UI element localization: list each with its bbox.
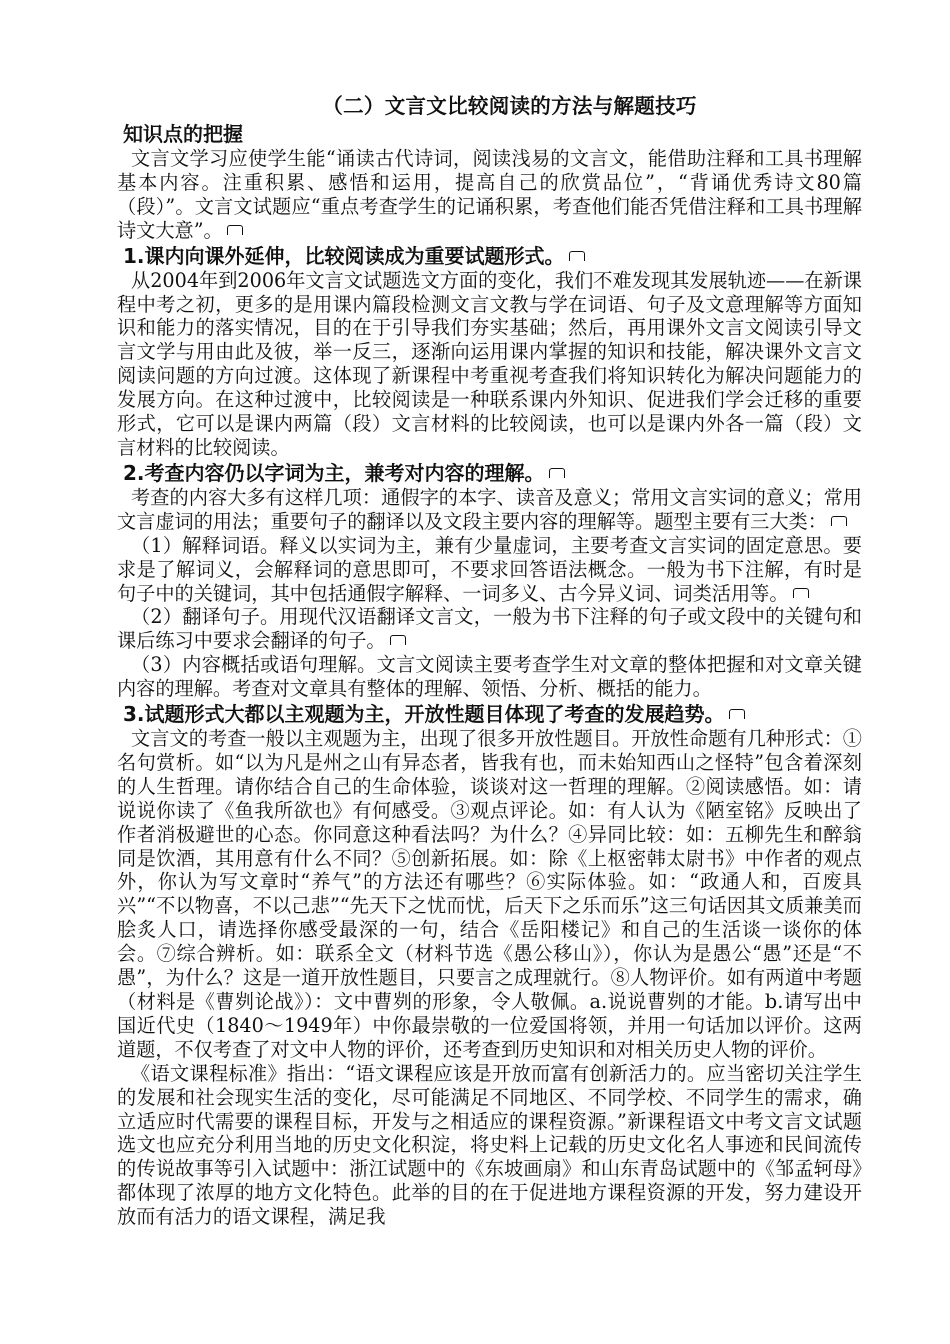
paragraph-mark-icon (227, 225, 243, 235)
paragraph-curriculum: 《语文课程标准》指出：“语文课程应该是开放而富有创新活力的。应当密切关注学生的发展和社会现实生活的变化，尽可能满足不同地区、不同学校、不同学生的需求，确立适应时代需要的课程目标，开发与之相适应的课程资源。”新课程语文中考文言文试题选文也应充分利用当地的历史文化积淀，将史料上记载的历史文化名人事迹和民间流传的传说故事等引入试题中：浙江试题中的《东坡画扇》和山东青岛试题中的《邹孟轲母》都体现了浓厚的地方文化特色。此举的目的在于促进地方课程资源的开发，努力建设开放而有活力的语文课程，满足我 (117, 1061, 862, 1229)
paragraph-mark-icon (569, 251, 585, 261)
subheading-2 (117, 460, 862, 486)
paragraph-content-text: 考查的内容大多有这样几项：通假字的本字、读音及意义；常用文言实词的意义；常用文言虚词的用法；重要句子的翻译以及文段主要内容的理解等。题型主要有三大类： (117, 485, 862, 533)
paragraph-item-1-text: （1）解释词语。释义以实词为主，兼有少量虚词，主要考查文言实词的固定意思。要求是了解词义，会解释词的意思即可，不要求回答语法概念。一般为书下注解，有时是句子中的关键词，其中包括通假字解释、一词多义、古今异义词、词类活用等。 (117, 533, 862, 605)
paragraph-trend: 从2004年到2006年文言文试题选文方面的变化，我们不难发现其发展轨迹——在新课程中考之初，更多的是用课内篇段检测文言文教与学在词语、句子及文意理解等方面知识和能力的落实情况，目的在于引导我们夯实基础；然后，再用课外文言文阅读引导文言文学与用由此及彼，举一反三，逐渐向运用课内掌握的知识和技能，解决课外文言文阅读问题的方向过渡。这体现了新课程中考重视考查我们将知识转化为解决问题能力的发展方向。在这种过渡中，比较阅读是一种联系课内外知识、促进我们学会迁移的重要形式，它可以是课内两篇（段）文言材料的比较阅读，也可以是课内外各一篇（段）文言材料的比较阅读。 (117, 268, 862, 459)
paragraph-item-1 (117, 534, 862, 606)
paragraph-item-2 (117, 605, 862, 653)
page-title: （二）文言文比较阅读的方法与解题技巧 (322, 94, 697, 118)
paragraph-mark-icon (793, 588, 809, 598)
paragraph-open-questions: 文言文的考查一般以主观题为主，出现了很多开放性题目。开放性命题有几种形式：①名句赏析。如“以为凡是州之山有异态者，皆我有也，而未始知西山之怪特”包含着深刻的人生哲理。请你结合自己的生命体验，谈谈对这一哲理的理解。②阅读感悟。如：请说说你读了《鱼我所欲也》有何感受。③观点评论。如：有人认为《陋室铭》反映出了作者消极避世的心态。你同意这种看法吗？为什么？④异同比较：如：五柳先生和醉翁同是饮酒，其用意有什么不同？⑤创新拓展。如：除《上枢密韩太尉书》中作者的观点外，你认为写文章时“养气”的方法还有哪些？⑥实际体验。如：“政通人和，百废具兴”“不以物喜，不以己悲”“先天下之忧而忧，后天下之乐而乐”这三句话因其文质兼美而脍炙人口，请选择你感受最深的一句，结合《岳阳楼记》和自己的生活谈一谈你的体会。⑦综合辨析。如：联系全文（材料节选《愚公移山》），你认为是愚公“愚”还是“不愚”，为什么？这是一道开放性题目，只要言之成理就行。⑧人物评价。如有两道中考题（材料是《曹刿论战》）：文中曹刿的形象，令人敬佩。a.说说曹刿的才能。b.请写出中国近代史（1840～1949年）中你最崇敬的一位爱国将领，并用一句话加以评价。这两道题，不仅考查了对文中人物的评价，还考查到历史知识和对相关历史人物的评价。 (117, 727, 862, 1061)
paragraph-intro-text: 文言文学习应使学生能“诵读古代诗词，阅读浅易的文言文，能借助注释和工具书理解基本内容。注重积累、感悟和运用，提高自己的欣赏品位”，“背诵优秀诗文80篇（段）”。文言文试题应“重点考查学生的记诵积累，考查他们能否凭借注释和工具书理解诗文大意”。 (117, 147, 862, 242)
paragraph-item-2-text: （2）翻译句子。用现代汉语翻译文言文，一般为书下注释的句子或文段中的关键句和课后练习中要求会翻译的句子。 (117, 605, 862, 653)
paragraph-mark-icon (549, 468, 565, 478)
paragraph-intro (117, 147, 862, 243)
subheading-2-text: 2.考查内容仍以字词为主，兼考对内容的理解。 (123, 460, 545, 485)
subheading-1 (117, 243, 862, 269)
paragraph-mark-icon (831, 516, 847, 526)
subheading-3 (117, 701, 862, 727)
subheading-1-text: 1.课内向课外延伸，比较阅读成为重要试题形式。 (123, 243, 565, 268)
document-page (117, 92, 862, 1229)
paragraph-content (117, 486, 862, 534)
paragraph-mark-icon (729, 709, 745, 719)
subheading-3-text: 3.试题形式大都以主观题为主，开放性题目体现了考查的发展趋势。 (123, 702, 725, 727)
section-heading: 知识点的把握 (123, 122, 243, 146)
paragraph-mark-icon (390, 635, 406, 645)
paragraph-item-3: （3）内容概括或语句理解。文言文阅读主要考查学生对文章的整体把握和对文章关键内容的理解。考查对文章具有整体的理解、领悟、分析、概括的能力。 (117, 653, 862, 701)
